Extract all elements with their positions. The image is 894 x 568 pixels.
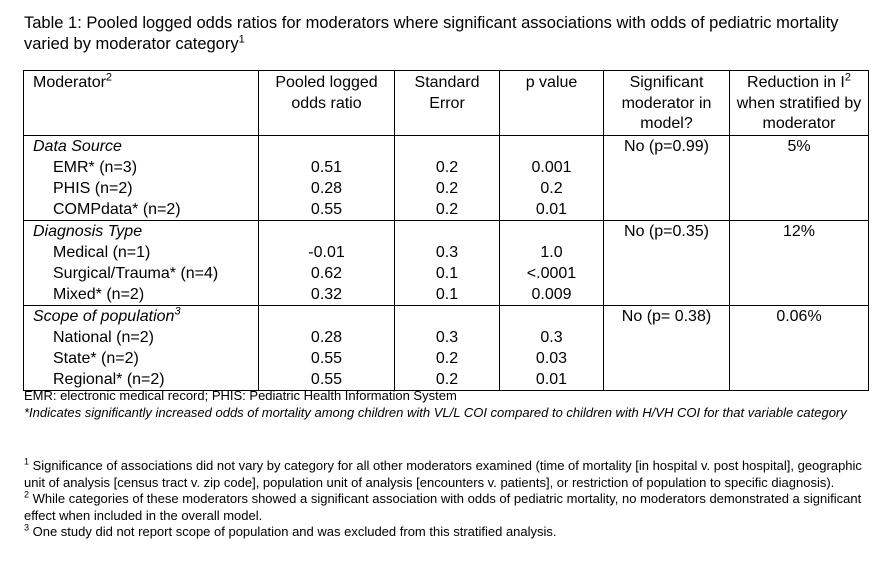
p-cell: 0.01 [535,370,568,388]
group-scope-of-population [24,305,869,390]
pooled-values [259,220,395,305]
se-cell: 0.1 [435,264,459,282]
p-cell: <.0001 [526,264,577,282]
p-cell: 0.03 [535,349,568,367]
pooled-cell: 0.28 [310,328,343,346]
se-cell: 0.2 [435,349,459,367]
se-cell: 0.2 [435,179,459,197]
group-labels [24,135,259,220]
row-label: Surgical/Trauma* (n=4) [53,264,219,282]
pooled-cell: 0.55 [310,349,343,367]
se-cell: 0.3 [435,328,459,346]
pooled-cell: 0.55 [310,370,343,388]
p-cell: 1.0 [540,243,563,261]
se-values [395,305,500,390]
group-name: Scope of population$^3$ [33,305,181,325]
se-cell: 0.3 [435,243,459,261]
pooled-values [259,135,395,220]
header-standard-error: Standard Error [395,71,500,136]
p-cell: 0.009 [531,285,572,303]
pooled-cell: 0.55 [310,200,343,218]
asterisk-note: *Indicates significantly increased odds of mortality among children with VL/L COI compared to children with H/VH COI for that variable category [24,405,847,420]
header-reduction: Reduction in $I^2$ when stratified by moderator [730,71,869,136]
pooled-cell: 0.28 [310,179,343,197]
header-pooled-odds: Pooled logged odds ratio [259,71,395,136]
reduction-cell: 12% [730,220,869,305]
pooled-cell: 0.62 [310,264,343,282]
se-values [395,135,500,220]
header-moderator: Moderator$^2$ [24,71,259,136]
footnote-1: $^1$ Significance of associations did not vary by category for all other moderators examined (time of mortality [in hospital v. post hospital], geographic unit of analysis [census tract v. zip code], population unit of analysis [encounters v. patients], or restriction of population to specific diagnosis). [24,456,862,490]
row-label: Regional* (n=2) [53,370,165,388]
group-name: Data Source [33,137,122,155]
group-data-source [24,135,869,220]
p-cell: 0.3 [540,328,563,346]
header-significant: Significant moderator in model? [604,71,730,136]
row-label: Mixed* (n=2) [53,285,145,303]
reduction-cell: 5% [730,135,869,220]
p-cell: 0.01 [535,200,568,218]
group-labels [24,220,259,305]
group-diagnosis-type [24,220,869,305]
significant-cell: No (p=0.99) [604,135,730,220]
row-label: Medical (n=1) [53,243,151,261]
p-values [500,305,604,390]
p-values [500,220,604,305]
abbreviations-note: EMR: electronic medical record; PHIS: Pediatric Health Information System [24,388,457,403]
p-values [500,135,604,220]
table-caption [24,13,874,55]
group-labels [24,305,259,390]
pooled-cell: -0.01 [308,243,345,261]
row-label: COMPdata* (n=2) [53,200,181,218]
table-header-row [24,71,869,136]
footnotes [24,458,874,541]
se-values [395,220,500,305]
header-p-value: p value [500,71,604,136]
se-cell: 0.2 [435,200,459,218]
se-cell: 0.1 [435,285,459,303]
moderator-table [23,70,869,391]
caption-footnote-mark: 1 [238,33,245,46]
significant-cell: No (p=0.35) [604,220,730,305]
footnote-3: $^3$ One study did not report scope of population and was excluded from this stratified analysis. [24,522,557,539]
row-label: EMR* (n=3) [53,158,138,176]
group-name: Diagnosis Type [33,222,143,240]
significant-cell: No (p= 0.38) [604,305,730,390]
caption-text: Table 1: Pooled logged odds ratios for moderators where significant associations with odds of pediatric mortality varied by moderator category [24,14,839,53]
p-cell: 0.2 [540,179,563,197]
p-cell: 0.001 [531,158,572,176]
row-label: State* (n=2) [53,349,139,367]
reduction-cell: 0.06% [730,305,869,390]
pooled-values [259,305,395,390]
pooled-cell: 0.51 [310,158,343,176]
pooled-cell: 0.32 [310,285,343,303]
footnote-2: $^2$ While categories of these moderators showed a significant association with odds of pediatric mortality, no moderators demonstrated a significant effect when included in the overall model. [24,489,862,523]
row-label: PHIS (n=2) [53,179,133,197]
row-label: National (n=2) [53,328,154,346]
se-cell: 0.2 [435,370,459,388]
se-cell: 0.2 [435,158,459,176]
